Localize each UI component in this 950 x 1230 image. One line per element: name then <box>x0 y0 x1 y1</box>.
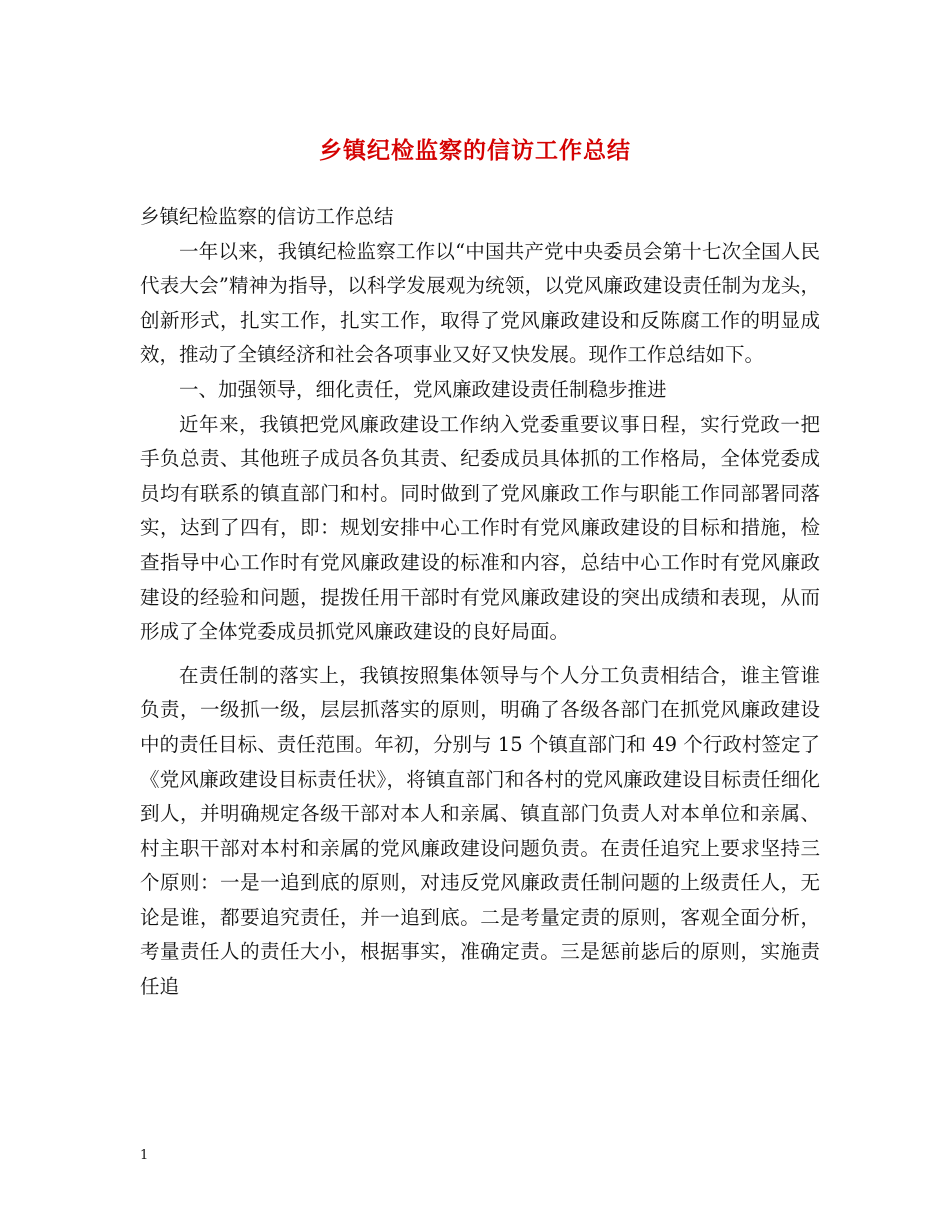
paragraph: 一年以来，我镇纪检监察工作以“中国共产党中央委员会第十七次全国人民代表大会”精神为指导，以科学发展观为统领，以党风廉政建设责任制为龙头，创新形式，扎实工作，扎实工作，取得了党风廉政建设和反陈腐工作的明显成效，推动了全镇经济和社会各项事业又好又快发展。现作工作总结如下。 <box>140 239 820 367</box>
paragraph: 在责任制的落实上，我镇按照集体领导与个人分工负责相结合，谁主管谁负责，一级抓一级，层层抓落实的原则，明确了各级各部门在抓党风廉政建设中的责任目标、责任范围。年初，分别与 15 个镇直部门和 49 个行政村签定了《党风廉政建设目标责任状》，将镇直部门和各村的党风廉政建设目标责任细化到人，并明确规定各级干部对本人和亲属、镇直部门负责人对本单位和亲属、村主职干部对本村和亲属的党风廉政建设问题负责。在责任追究上要求坚持三个原则：一是一追到底的原则，对违反党风廉政责任制问题的上级责任人，无论是谁，都要追究责任，并一追到底。二是考量定责的原则，客观全面分析，考量责任人的责任大小，根据事实，准确定责。三是惩前毖后的原则，实施责任追 <box>140 663 820 999</box>
paragraph: 乡镇纪检监察的信访工作总结 <box>140 205 394 228</box>
paragraph: 近年来，我镇把党风廉政建设工作纳入党委重要议事日程，实行党政一把手负总责、其他班子成员各负其责、纪委成员具体抓的工作格局，全体党委成员均有联系的镇直部门和村。同时做到了党风廉政工作与职能工作同部署同落实，达到了四有，即：规划安排中心工作时有党风廉政建设的目标和措施，检查指导中心工作时有党风廉政建设的标准和内容，总结中心工作时有党风廉政建设的经验和问题，提拨任用干部时有党风廉政建设的突出成绩和表现，从而形成了全体党委成员抓党风廉政建设的良好局面。 <box>140 412 820 644</box>
page-number: 1 <box>140 1148 149 1163</box>
document-body <box>140 200 820 1005</box>
paragraph: 一、加强领导，细化责任，党风廉政建设责任制稳步推进 <box>179 377 667 401</box>
document-title: 乡镇纪检监察的信访工作总结 <box>319 137 631 164</box>
